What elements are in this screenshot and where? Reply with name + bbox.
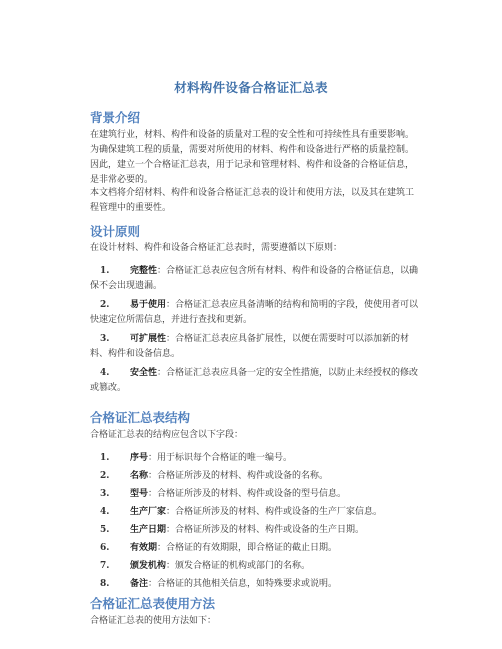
list-item-text: ：合格证所涉及的材料、构件或设备的型号信息。 (148, 489, 347, 499)
list-item-number: 5. (100, 525, 110, 535)
document-title: 材料构件设备合格证汇总表 (174, 80, 328, 95)
principles-intro: 在设计材料、构件和设备合格证汇总表时，需要遵循以下原则： (90, 243, 343, 253)
list-item-number: 4. (100, 507, 110, 517)
list-item-number: 3. (100, 489, 110, 499)
structure-intro: 合格证汇总表的结构应包含以下字段： (90, 430, 244, 440)
list-item-text: ：合格证所涉及的材料、构件或设备的生产厂家信息。 (166, 507, 383, 517)
list-item-term: 安全性 (130, 368, 158, 378)
section-heading-background: 背景介绍 (90, 110, 141, 125)
list-item (90, 523, 420, 538)
list-item-term: 名称 (130, 471, 149, 481)
list-item-text: ：用于标识每个合格证的唯一编号。 (148, 453, 293, 463)
section-heading-principles: 设计原则 (90, 224, 141, 239)
list-item-term: 可扩展性 (130, 334, 167, 344)
list-item-term: 型号 (130, 489, 149, 499)
list-item-number: 8. (100, 579, 110, 589)
background-paragraph-2: 本文档将介绍材料、构件和设备合格证汇总表的设计和使用方法，以及其在建筑工程管理中的重要性。 (90, 188, 415, 213)
list-item (90, 264, 420, 294)
list-item (90, 451, 420, 466)
list-item (90, 487, 420, 502)
list-item (90, 298, 420, 328)
list-item-term: 完整性 (130, 266, 158, 276)
section-heading-structure: 合格证汇总表结构 (90, 410, 191, 425)
list-item-term: 生产厂家 (130, 507, 167, 517)
list-item-text: ：合格证的其他相关信息，如特殊要求或说明。 (148, 579, 338, 589)
structure-list (90, 451, 420, 595)
section-heading-usage: 合格证汇总表使用方法 (90, 596, 216, 611)
list-item-text: ：合格证汇总表应具备扩展性，以便在需要时可以添加新的材料、构件和设备信息。 (90, 334, 410, 359)
list-item-number: 6. (100, 543, 110, 553)
list-item-text: ：合格证的有效期限，即合格证的截止日期。 (157, 543, 338, 553)
list-item-text: ：合格证汇总表应具备清晰的结构和简明的字段，使使用者可以快速定位所需信息，并进行查找和更新。 (90, 300, 419, 325)
list-item-text: ：合格证汇总表应具备一定的安全性措施，以防止未经授权的修改或篡改。 (90, 368, 419, 393)
list-item-number: 4. (100, 368, 110, 378)
list-item-number: 2. (100, 300, 110, 310)
list-item-text: ：合格证所涉及的材料、构件或设备的生产日期。 (166, 525, 365, 535)
usage-intro: 合格证汇总表的使用方法如下： (90, 616, 217, 626)
list-item-term: 备注 (130, 579, 149, 589)
principles-list (90, 264, 420, 400)
list-item (90, 577, 420, 592)
list-item (90, 541, 420, 556)
list-item-term: 易于使用 (130, 300, 167, 310)
list-item-text: ：合格证汇总表应包含所有材料、构件和设备的合格证信息，以确保不会出现遗漏。 (90, 266, 419, 291)
list-item-number: 7. (100, 561, 110, 571)
list-item-term: 颁发机构 (130, 561, 167, 571)
list-item-number: 1. (100, 453, 110, 463)
list-item (90, 366, 420, 396)
list-item-text: ：合格证所涉及的材料、构件或设备的名称。 (148, 471, 329, 481)
list-item-term: 生产日期 (130, 525, 167, 535)
background-paragraph-1: 在建筑行业，材料、构件和设备的质量对工程的安全性和可持续性具有重要影响。为确保建筑工程的质量，需要对所使用的材料、构件和设备进行严格的质量控制。因此，建立一个合格证汇总表，用于记录和管理材料、构件和设备的合格证信息，是非常必要的。 (90, 130, 415, 185)
list-item-term: 有效期 (130, 543, 158, 553)
list-item-number: 3. (100, 334, 110, 344)
list-item (90, 332, 420, 362)
list-item (90, 505, 420, 520)
list-item-text: ：颁发合格证的机构或部门的名称。 (166, 561, 311, 571)
list-item-term: 序号 (130, 453, 149, 463)
list-item-number: 2. (100, 471, 110, 481)
list-item (90, 469, 420, 484)
list-item (90, 559, 420, 574)
list-item-number: 1. (100, 266, 110, 276)
